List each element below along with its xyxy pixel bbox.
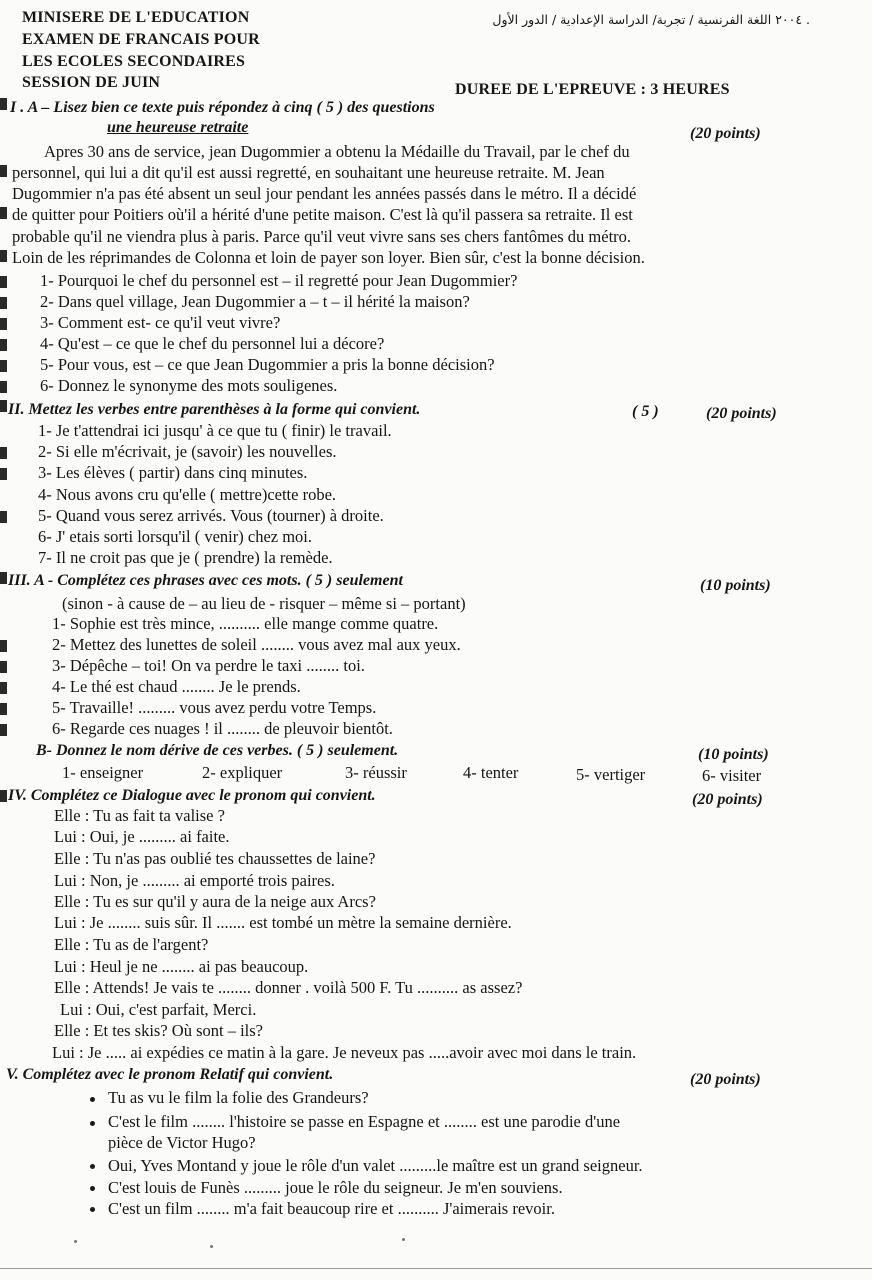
dialogue-line: Elle : Tu n'as pas oublié tes chaussettes de laine? <box>54 849 376 868</box>
word-bank: (sinon - à cause de – au lieu de - risquer – même si – portant) <box>62 594 466 613</box>
scan-speck <box>210 1245 213 1248</box>
duration-label: DUREE DE L'EPREUVE : 3 HEURES <box>455 81 730 98</box>
margin-mark <box>0 468 7 480</box>
page-edge <box>0 1268 872 1269</box>
verb-item: 4- Nous avons cru qu'elle ( mettre)cette robe. <box>38 485 337 504</box>
passage-line: Apres 30 ans de service, jean Dugommier a obtenu la Médaille du Travail, par le chef du <box>44 142 630 161</box>
text-title: une heureuse retraite <box>107 119 249 136</box>
relative-item: Tu as vu le film la folie des Grandeurs? <box>108 1088 369 1107</box>
section-5-heading: V. Complétez avec le pronom Relatif qui convient. <box>6 1066 334 1083</box>
bullet-icon <box>90 1164 95 1169</box>
session-label: SESSION DE JUIN <box>22 74 161 91</box>
dialogue-line: Elle : Attends! Je vais te ........ donner . voilà 500 F. Tu .......... as assez? <box>54 978 523 997</box>
section-5-points: (20 points) <box>690 1071 761 1088</box>
bullet-icon <box>90 1186 95 1191</box>
margin-mark <box>0 640 7 652</box>
exam-title: EXAMEN DE FRANCAIS POUR <box>22 31 260 48</box>
verb-to-noun: 4- tenter <box>463 763 519 782</box>
passage-line: Loin de les réprimandes de Colonna et loin de payer son loyer. Bien sûr, c'est la bonne décision. <box>12 248 645 267</box>
relative-item: C'est louis de Funès ......... joue le rôle du seigneur. Je m'en souviens. <box>108 1178 563 1197</box>
section-4-points: (20 points) <box>692 791 763 808</box>
section-3b-heading: B- Donnez le nom dérive de ces verbes. ( 5 ) seulement. <box>36 742 399 759</box>
dialogue-line: Lui : Oui, je ......... ai faite. <box>54 827 230 846</box>
section-3b-points: (10 points) <box>698 746 769 763</box>
section-3-points: (10 points) <box>700 577 771 594</box>
completion-item: 4- Le thé est chaud ........ Je le prends. <box>52 677 301 696</box>
margin-mark <box>0 250 7 262</box>
margin-mark <box>0 297 7 309</box>
bullet-icon <box>90 1121 95 1126</box>
section-1-points: (20 points) <box>690 125 761 142</box>
relative-item-cont: pièce de Victor Hugo? <box>108 1133 256 1152</box>
margin-mark <box>0 572 7 584</box>
margin-mark <box>0 661 7 673</box>
margin-mark <box>0 165 7 177</box>
margin-mark <box>0 360 7 372</box>
margin-mark <box>0 339 7 351</box>
passage-line: de quitter pour Poitiers où'il a hérité d'une petite maison. C'est là qu'il passera sa retraite. Il est <box>12 205 633 224</box>
passage-line: Dugommier n'a pas été absent un seul jour pendant les années passés dans le métro. Il a décidé <box>12 184 637 203</box>
completion-item: 3- Dépêche – toi! On va perdre le taxi ........ toi. <box>52 656 365 675</box>
passage-line: personnel, qui lui a dit qu'il est aussi regretté, en souhaitant une heureuse retraite. M. Jean <box>12 163 605 182</box>
dialogue-line: Lui : Oui, c'est parfait, Merci. <box>60 1000 257 1019</box>
margin-mark <box>0 400 7 412</box>
question-item: 2- Dans quel village, Jean Dugommier a – t – il hérité la maison? <box>40 292 470 311</box>
dialogue-line: Lui : Non, je ......... ai emporté trois paires. <box>54 871 335 890</box>
completion-item: 1- Sophie est très mince, .......... elle mange comme quatre. <box>52 614 439 633</box>
margin-mark <box>0 682 7 694</box>
margin-mark <box>0 447 7 459</box>
scan-speck <box>402 1238 405 1241</box>
verb-to-noun: 1- enseigner <box>62 763 144 782</box>
verb-item: 7- Il ne croit pas que je ( prendre) la remède. <box>38 548 333 567</box>
dialogue-line: Lui : Je ........ suis sûr. Il ....... est tombé un mètre la semaine dernière. <box>54 913 512 932</box>
dialogue-line: Lui : Je ..... ai expédies ce matin à la gare. Je neveux pas .....avoir avec moi dans le train. <box>52 1043 637 1062</box>
question-item: 3- Comment est- ce qu'il veut vivre? <box>40 313 281 332</box>
verb-to-noun: 2- expliquer <box>202 763 283 782</box>
dialogue-line: Elle : Tu as fait ta valise ? <box>54 806 225 825</box>
margin-mark <box>0 724 7 736</box>
dialogue-line: Elle : Et tes skis? Où sont – ils? <box>54 1021 263 1040</box>
arabic-header: . ٢٠٠٤ اللغة الفرنسية / تجربة/ الدراسة الإعدادية / الدور الأول <box>492 12 810 27</box>
dialogue-line: Lui : Heul je ne ........ ai pas beaucoup. <box>54 957 309 976</box>
completion-item: 2- Mettez des lunettes de soleil ........ vous avez mal aux yeux. <box>52 635 461 654</box>
margin-mark <box>0 276 7 288</box>
verb-item: 6- J' etais sorti lorsqu'il ( venir) chez moi. <box>38 527 313 546</box>
section-3-heading: III. A - Complétez ces phrases avec ces mots. ( 5 ) seulement <box>8 572 403 589</box>
scan-speck <box>74 1240 77 1243</box>
question-item: 5- Pour vous, est – ce que Jean Dugommier a pris la bonne décision? <box>40 355 495 374</box>
question-item: 1- Pourquoi le chef du personnel est – il regretté pour Jean Dugommier? <box>40 271 518 290</box>
verb-item: 2- Si elle m'écrivait, je (savoir) les nouvelles. <box>38 442 337 461</box>
section-2-points: (20 points) <box>706 405 777 422</box>
bullet-icon <box>90 1207 95 1212</box>
question-item: 6- Donnez le synonyme des mots souligenes. <box>40 376 338 395</box>
relative-item: Oui, Yves Montand y joue le rôle d'un valet .........le maître est un grand seigneur. <box>108 1156 643 1175</box>
verb-item: 5- Quand vous serez arrivés. Vous (tourner) à droite. <box>38 506 384 525</box>
completion-item: 5- Travaille! ......... vous avez perdu votre Temps. <box>52 698 377 717</box>
margin-mark <box>0 703 7 715</box>
margin-mark <box>0 381 7 393</box>
margin-mark <box>0 207 7 219</box>
dialogue-line: Elle : Tu es sur qu'il y aura de la neige aux Arcs? <box>54 892 376 911</box>
completion-item: 6- Regarde ces nuages ! il ........ de pleuvoir bientôt. <box>52 719 393 738</box>
verb-item: 3- Les élèves ( partir) dans cinq minutes. <box>38 463 308 482</box>
verb-to-noun: 6- visiter <box>702 766 762 785</box>
margin-mark <box>0 98 7 110</box>
schools-title: LES ECOLES SECONDAIRES <box>22 53 246 70</box>
passage-line: probable qu'il ne viendra plus à paris. Parce qu'il veut vivre sans ses chers fantômes du métro. <box>12 227 632 246</box>
section-4-heading: IV. Complétez ce Dialogue avec le pronom qui convient. <box>8 787 376 804</box>
relative-item: C'est un film ........ m'a fait beaucoup rire et .......... J'aimerais revoir. <box>108 1199 555 1218</box>
margin-mark <box>0 790 7 802</box>
verb-to-noun: 5- vertiger <box>576 765 646 784</box>
section-2-count: ( 5 ) <box>632 403 659 420</box>
dialogue-line: Elle : Tu as de l'argent? <box>54 935 209 954</box>
margin-mark <box>0 511 7 523</box>
margin-mark <box>0 318 7 330</box>
section-2-heading: II. Mettez les verbes entre parenthèses à la forme qui convient. <box>8 401 421 418</box>
question-item: 4- Qu'est – ce que le chef du personnel lui a décore? <box>40 334 385 353</box>
bullet-icon <box>90 1097 95 1102</box>
section-1-heading: I . A – Lisez bien ce texte puis répondez à cinq ( 5 ) des questions <box>10 99 435 116</box>
verb-to-noun: 3- réussir <box>345 763 407 782</box>
ministry-title: MINISERE DE L'EDUCATION <box>22 9 250 26</box>
verb-item: 1- Je t'attendrai ici jusqu' à ce que tu ( finir) le travail. <box>38 421 392 440</box>
relative-item: C'est le film ........ l'histoire se passe en Espagne et ........ est une parodie d'une <box>108 1112 621 1131</box>
